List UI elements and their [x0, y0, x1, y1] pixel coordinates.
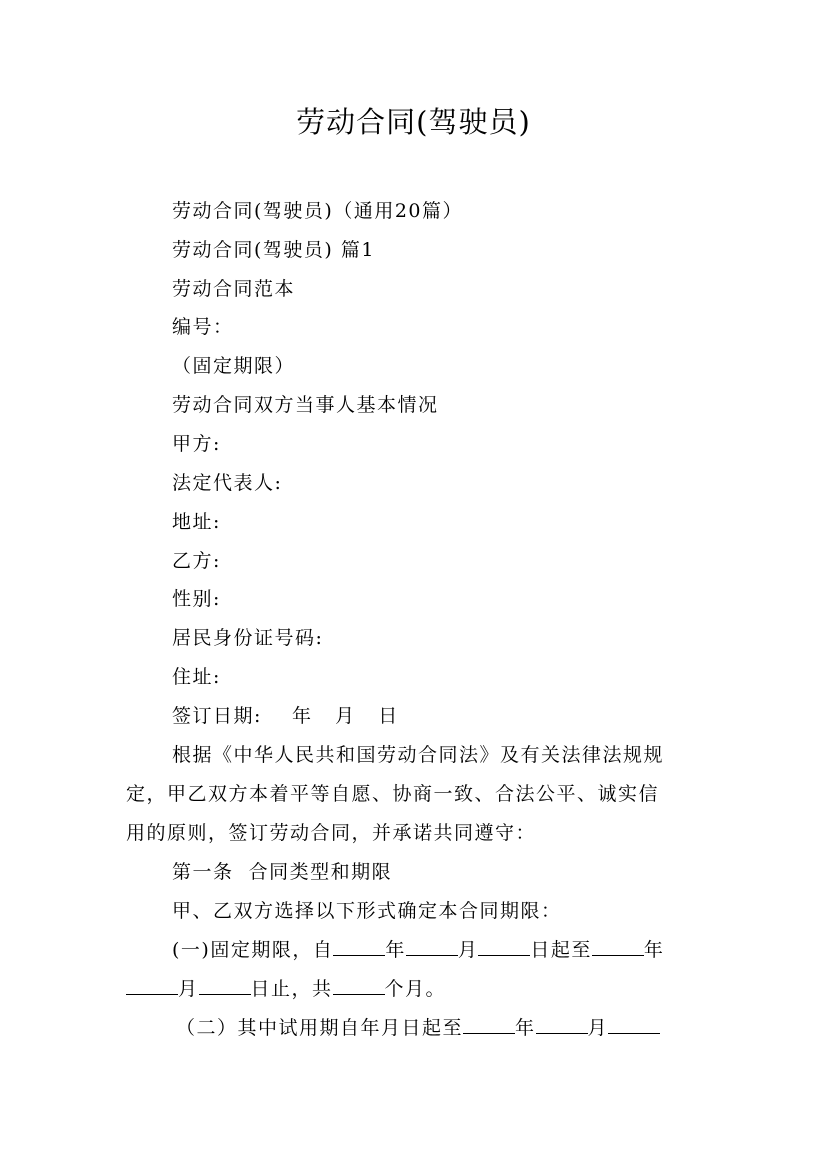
probation-month-blank[interactable] — [536, 1015, 588, 1034]
party-a-label: 甲方: — [172, 433, 221, 455]
month-unit: 月 — [587, 1017, 609, 1039]
probation-line — [176, 1014, 660, 1042]
day-end-total: 日止，共 — [250, 978, 333, 1000]
month-count-suffix: 个月。 — [384, 978, 447, 1000]
year-unit: 年 — [385, 939, 406, 961]
month-count-blank[interactable] — [333, 976, 385, 995]
article-one-heading: 第一条 合同类型和期限 — [172, 861, 393, 883]
fixed-term-line-1 — [172, 936, 664, 964]
preamble-line-2: 定，甲乙双方本着平等自愿、协商一致、合法公平、诚实信 — [126, 783, 660, 805]
id-number-label: 居民身份证号码: — [172, 627, 324, 649]
day-start-until: 日起至 — [530, 939, 592, 961]
term-selection-text: 甲、乙双方选择以下形式确定本合同期限： — [172, 900, 562, 922]
fixed-term-prefix: (一)固定期限，自 — [172, 939, 334, 961]
legal-representative-label: 法定代表人: — [172, 472, 283, 494]
preamble-line-1: 根据《中华人民共和国劳动合同法》及有关法律法规规 — [172, 744, 665, 766]
year-unit: 年 — [515, 1017, 536, 1039]
month-unit: 月 — [178, 978, 199, 1000]
document-title: 劳动合同(驾驶员) — [296, 105, 531, 139]
preamble-line-3: 用的原则，签订劳动合同，并承诺共同遵守： — [126, 822, 537, 844]
end-month-blank[interactable] — [126, 976, 178, 995]
party-b-label: 乙方: — [172, 550, 221, 572]
end-day-blank[interactable] — [199, 976, 251, 995]
number-label: 编号： — [172, 316, 234, 338]
fixed-term-line-2 — [126, 975, 446, 1003]
year-unit: 年 — [643, 939, 665, 961]
probation-year-blank[interactable] — [463, 1015, 515, 1034]
end-year-blank[interactable] — [592, 937, 644, 956]
residence-label: 住址: — [172, 666, 221, 688]
start-year-blank[interactable] — [333, 937, 385, 956]
contract-collection-heading: 劳动合同(驾驶员)（通用20篇） — [172, 200, 464, 222]
address-label: 地址: — [172, 511, 221, 533]
probation-day-blank[interactable] — [608, 1015, 660, 1034]
term-type-label: （固定期限） — [172, 355, 296, 377]
probation-prefix: （二）其中试用期自年月日起至 — [176, 1017, 464, 1039]
start-day-blank[interactable] — [478, 937, 530, 956]
parties-info-heading: 劳动合同双方当事人基本情况 — [172, 394, 439, 416]
month-unit: 月 — [457, 939, 479, 961]
start-month-blank[interactable] — [406, 937, 458, 956]
contract-template-label: 劳动合同范本 — [172, 278, 296, 300]
gender-label: 性别: — [172, 588, 221, 610]
signing-date-label: 签订日期: 年 月 日 — [172, 705, 399, 727]
contract-part-heading: 劳动合同(驾驶员) 篇1 — [172, 239, 375, 261]
